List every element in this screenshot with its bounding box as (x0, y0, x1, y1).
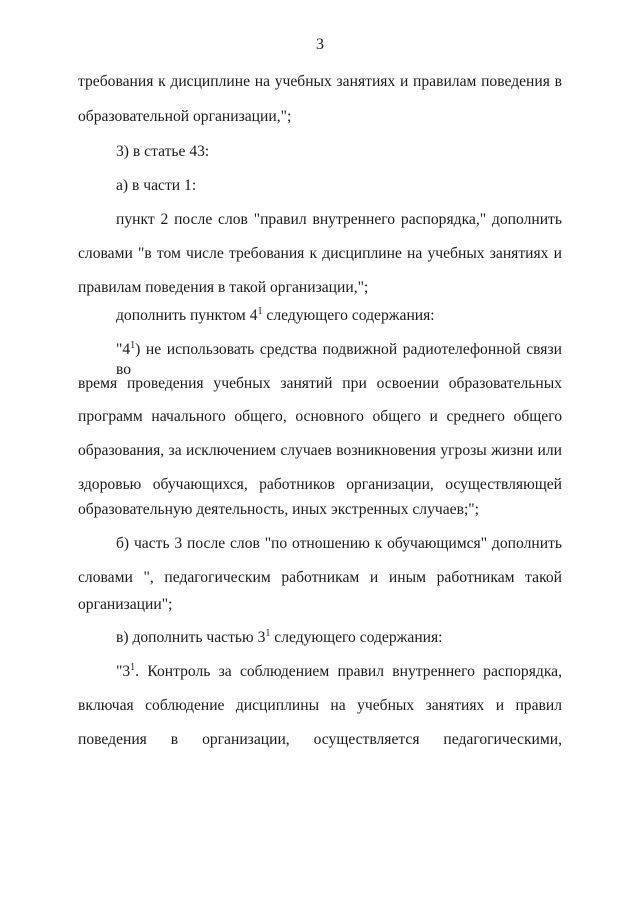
text-line: образования, за исключением случаев возникновения угрозы жизни или (78, 442, 562, 459)
text-line: словами "в том числе требования к дисциплине на учебных занятиях и (78, 245, 562, 262)
superscript: 1 (265, 628, 271, 639)
text-line: включая соблюдение дисциплины на учебных занятиях и правил (78, 697, 562, 714)
text-fragment: следующего содержания: (262, 307, 435, 324)
text-line: программ начального общего, основного общего и среднего общего (78, 408, 562, 425)
text-line: образовательную деятельность, иных экстренных случаев;"; (78, 501, 479, 518)
text-fragment: ) не использовать средства подвижной радиотелефонной связи во (116, 341, 562, 378)
text-fragment: . Контроль за соблюдением правил внутреннего распорядка, (135, 663, 562, 680)
text-line: здоровью обучающихся, работников организации, осуществляющей (78, 476, 562, 493)
superscript: 1 (130, 662, 136, 673)
text-line: правилам поведения в такой организации,"; (78, 279, 369, 296)
text-line: образовательной организации,"; (78, 108, 292, 125)
text-line: требования к дисциплине на учебных занятиях и правилам поведения в (78, 73, 562, 90)
superscript: 1 (130, 340, 136, 351)
text-line: поведения в организации, осуществляется педагогическими, (78, 731, 562, 748)
list-item-heading: 3) в статье 43: (116, 143, 210, 160)
text-line (116, 628, 562, 648)
text-fragment: следующего содержания: (270, 629, 443, 646)
text-fragment: дополнить пунктом 4 (116, 307, 258, 324)
text-line: время проведения учебных занятий при освоении образовательных (78, 375, 562, 392)
text-line (116, 306, 562, 326)
superscript: 1 (257, 306, 263, 317)
text-fragment: "3 (116, 663, 131, 680)
text-line: организации"; (78, 596, 173, 613)
text-line: словами ", педагогическим работникам и иным работникам такой (78, 569, 562, 586)
text-line: б) часть 3 после слов "по отношению к обучающимся" дополнить (116, 535, 562, 552)
text-fragment: "4 (116, 341, 131, 358)
text-line: пункт 2 после слов "правил внутреннего распорядка," дополнить (116, 211, 562, 228)
text-fragment: в) дополнить частью 3 (116, 629, 266, 646)
list-item-heading: а) в части 1: (116, 177, 197, 194)
text-line (116, 662, 562, 682)
page-number: 3 (316, 36, 324, 53)
